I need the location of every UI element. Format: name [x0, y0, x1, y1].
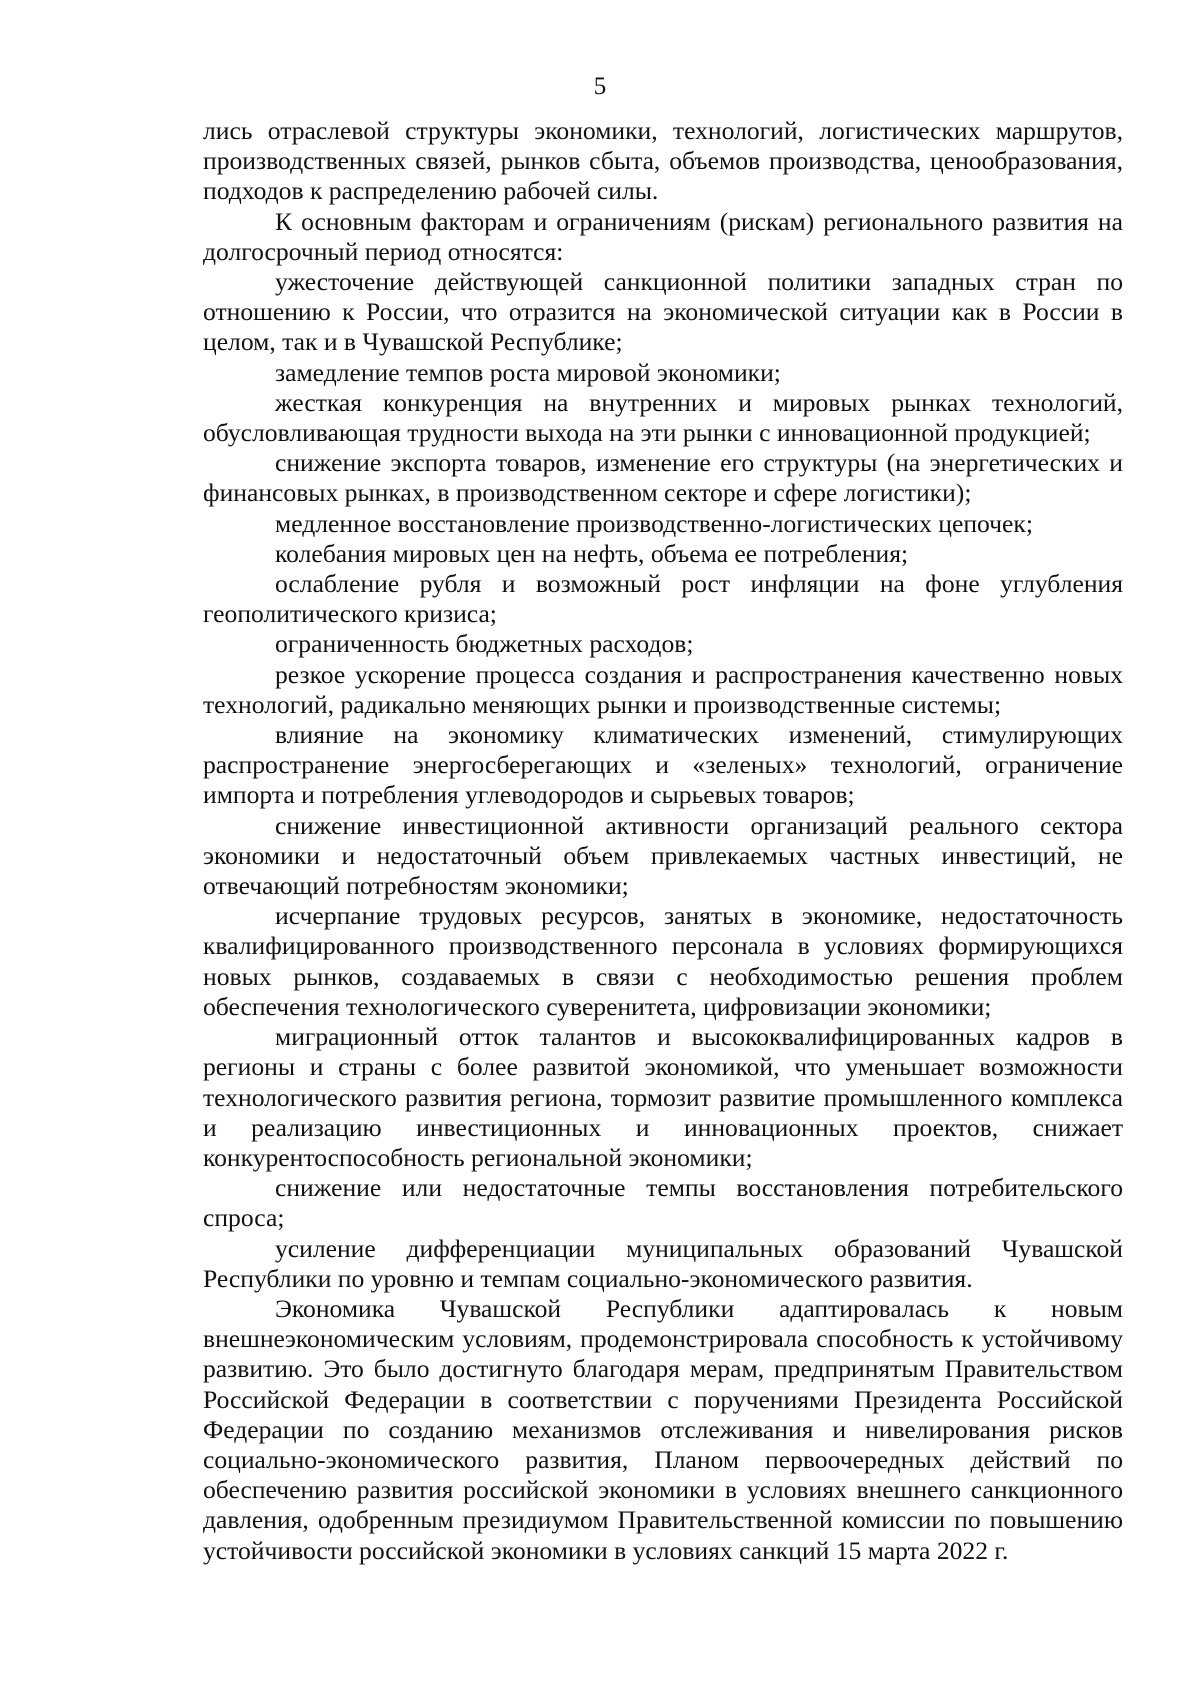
list-item-risk: колебания мировых цен на нефть, объема ее потребления; — [275, 538, 909, 568]
list-item-risk: ослабление рубля и возможный рост инфляции на фоне углубления геополитического кризиса; — [203, 569, 1123, 629]
list-item-risk: ужесточение действующей санкционной политики западных стран по отношению к России, что отразится на экономической ситуации как в России в целом, так и в Чувашской Республике; — [203, 267, 1123, 357]
list-item-risk: миграционный отток талантов и высококвалифицированных кадров в регионы и страны с более развитой экономикой, что уменьшает возможности технологического развития региона, тормозит развитие промышленного комплекса и реализацию инвестиционных и инновационных проектов, снижает конкурентоспособность региональной экономики; — [203, 1022, 1123, 1172]
list-item-risk: жесткая конкуренция на внутренних и мировых рынках технологий, обусловливающая трудности выхода на эти рынки с инновационной продукцией; — [203, 387, 1123, 448]
list-item-risk: медленное восстановление производственно-логистических цепочек; — [275, 508, 1033, 538]
list-item-risk: влияние на экономику климатических изменений, стимулирующих распространение энергосберегающих и «зеленых» технологий, ограничение импорта и потребления углеводородов и сырьевых товаров; — [203, 720, 1123, 810]
page-number: 5 — [593, 73, 607, 100]
list-item-risk: снижение экспорта товаров, изменение его структуры (на энергетических и финансовых рынках, в производственном секторе и сфере логистики); — [203, 448, 1123, 508]
list-item-risk: усиление дифференциации муниципальных образований Чувашской Республики по уровню и темпам социально-экономического развития. — [203, 1233, 1123, 1293]
paragraph-continuation: лись отраслевой структуры экономики, технологий, логистических маршрутов, производственных связей, рынков сбыта, объемов производства, ценообразования, подходов к распределению рабочей силы. — [203, 116, 1123, 206]
list-item-risk: замедление темпов роста мировой экономики; — [275, 357, 781, 387]
list-item-risk: исчерпание трудовых ресурсов, занятых в экономике, недостаточность квалифицированного производственного персонала в условиях формирующихся новых рынков, создаваемых в связи с необходимостью решения проблем обеспечения технологического суверенитета, цифровизации экономики; — [203, 901, 1123, 1021]
list-item-risk: ограниченность бюджетных расходов; — [275, 629, 694, 659]
paragraph-risks-intro: К основным факторам и ограничениям (рискам) регионального развития на долгосрочный период относятся: — [203, 206, 1123, 266]
list-item-risk: снижение инвестиционной активности организаций реального сектора экономики и недостаточный объем привлекаемых частных инвестиций, не отвечающий потребностям экономики; — [203, 810, 1123, 901]
list-item-risk: резкое ускорение процесса создания и распространения качественно новых технологий, радикально меняющих рынки и производственные системы; — [203, 659, 1123, 719]
paragraph-economy-adaptation: Экономика Чувашской Республики адаптировалась к новым внешнеэкономическим условиям, продемонстрировала способность к устойчивому развитию. Это было достигнуто благодаря мерам, предпринятым Правительством Российской Федерации в соответствии с поручениями Президента Российской Федерации по созданию механизмов отслеживания и нивелирования рисков социально-экономического развития, Планом первоочередных действий по обеспечению развития российской экономики в условиях внешнего санкционного давления, одобренным президиумом Правительственной комиссии по повышению устойчивости российской экономики в условиях санкций 15 марта 2022 г. — [203, 1293, 1123, 1565]
document-body — [203, 116, 1123, 1566]
list-item-risk: снижение или недостаточные темпы восстановления потребительского спроса; — [203, 1173, 1123, 1233]
